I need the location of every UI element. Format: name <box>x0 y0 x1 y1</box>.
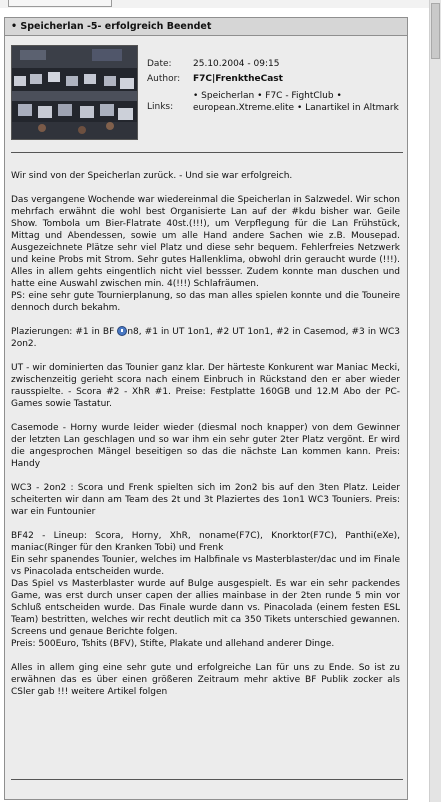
smiley-icon <box>117 326 127 336</box>
article-paragraph: BF42 - Lineup: Scora, Horny, XhR, noname(F7C), Knorktor(F7C), Panthi(eXe), maniac(Ringer für den Kranken Tobi) und Frenk Ein sehr spanendes Tounier, welches im Halbfinale vs Masterblaster/dac und im Finale vs Pinacolada entscheiden wurde. Das Spiel vs Masterblaster wurde auf Bulge ausgespielt. Es war ein sehr packendes Game, was erst durch unser capen der allies mainbase in der 2ten runde 5 min vor Schluß entscheiden wurde. Das Finale wurde dann vs. Pinacolada (einem festen ESL Team) bestritten, welches wir recht deutlich mit ca 350 Tikets unterschied gewannen. Screens und genaue Berichte folgen. Preis: 500Euro, Tshits (BFV), Stifte, Plakate und allehand anderer Dinge. <box>11 531 400 649</box>
lan-photo-image <box>12 46 137 139</box>
date-value: 25.10.2004 - 09:15 <box>193 59 280 69</box>
article-body <box>11 170 400 710</box>
author-label: Author: <box>147 74 181 84</box>
article-paragraph: WC3 - 2on2 : Scora und Frenk spielten sich im 2on2 bis auf den 3ten Platz. Leider scheiterten wir dann am Team des 2t und 3t Plaziertes des 1on1 WC3 Touniers. Preis: war ein Funtounier <box>11 483 400 517</box>
news-panel <box>4 17 408 800</box>
article-paragraph: Das vergangene Wochende war wiedereinmal die Speicherlan in Salzwedel. Wir schon mehrfach erwähnt die wohl best Organisierte Lan auf der #kdu bisher war. Geile Show. Tombola um Bier-Flatrate 40st.(!!!), um Verpflegung für die Lan Frühstück, Mittag und Abendessen, sowie um alle Hand andere Sachen wie z.B. Mousepad. Ausgezeichnete Plätze sehr viel Platz und diese sehr bequem. Fehlerfreies Netzwerk und keine Probs mit Strom. Sehr gutes Hallenklima, obwohl drin geraucht wurde (!!!). Alles in allem gehts eingentlich nicht viel bessser. Zudem konnte man duschen und hatte eine Auswahl zwischen min. 4(!!!) Schlafräumen. PS: eine sehr gute Tournierplanung, so das man alles spielen konnte und die Touneire dennoch durch bekahm. <box>11 195 400 313</box>
author-link[interactable]: F7C|FrenktheCast <box>193 74 283 84</box>
article-paragraph <box>11 326 400 350</box>
article-paragraph: Casemode - Horny wurde leider wieder (diesmal noch knapper) von dem Gewinner der letzten Lan geschlagen und so war ihm ein sehr guter 2ter Platz vergönt. Er wird die angesprochen Mängel beseitigen so das die nächste Lan kommen kann. Preis: Handy <box>11 423 400 469</box>
news-title: • Speicherlan -5- erfolgreich Beendet <box>5 18 407 36</box>
footer-separator <box>11 779 403 780</box>
header-separator <box>11 152 403 153</box>
lan-photo-thumbnail[interactable] <box>11 45 138 140</box>
article-paragraph: Wir sind von der Speicherlan zurück. - Und sie war erfolgreich. <box>11 171 293 181</box>
date-label: Date: <box>147 59 172 69</box>
article-paragraph: Alles in allem ging eine sehr gute und erfolgreiche Lan für uns zu Ende. So ist zu erwähnen das es über einen größeren Zeitraum mehr aktive BF Publik zocker als CSler gab !!! weitere Artikel folgen <box>11 663 400 697</box>
top-input-box[interactable] <box>8 0 112 7</box>
links-list[interactable]: • Speicherlan • F7C - FightClub • european.Xtreme.elite • Lanartikel in Altmark <box>193 91 399 113</box>
placements-text-start: Plazierungen: #1 in BF <box>11 327 118 337</box>
vertical-scrollbar[interactable] <box>429 0 441 802</box>
scrollbar-thumb[interactable] <box>431 3 440 59</box>
links-label: Links: <box>147 102 174 112</box>
placements-text-end: n8, #1 in UT 1on1, #2 UT 1on1, #2 in Casemod, #3 in WC3 2on2. <box>11 327 400 349</box>
article-paragraph: UT - wir dominierten das Tounier ganz klar. Der härteste Konkurent war Maniac Mecki, zwischenzeitig gerieht scora nach einem Einbruch in Rückstand den er aber wieder rausspielte. - Scora #2 - XhR #1. Preise: Festplatte 160GB und 12.M Abo der PC-Games sowie Tastatur. <box>11 363 400 409</box>
